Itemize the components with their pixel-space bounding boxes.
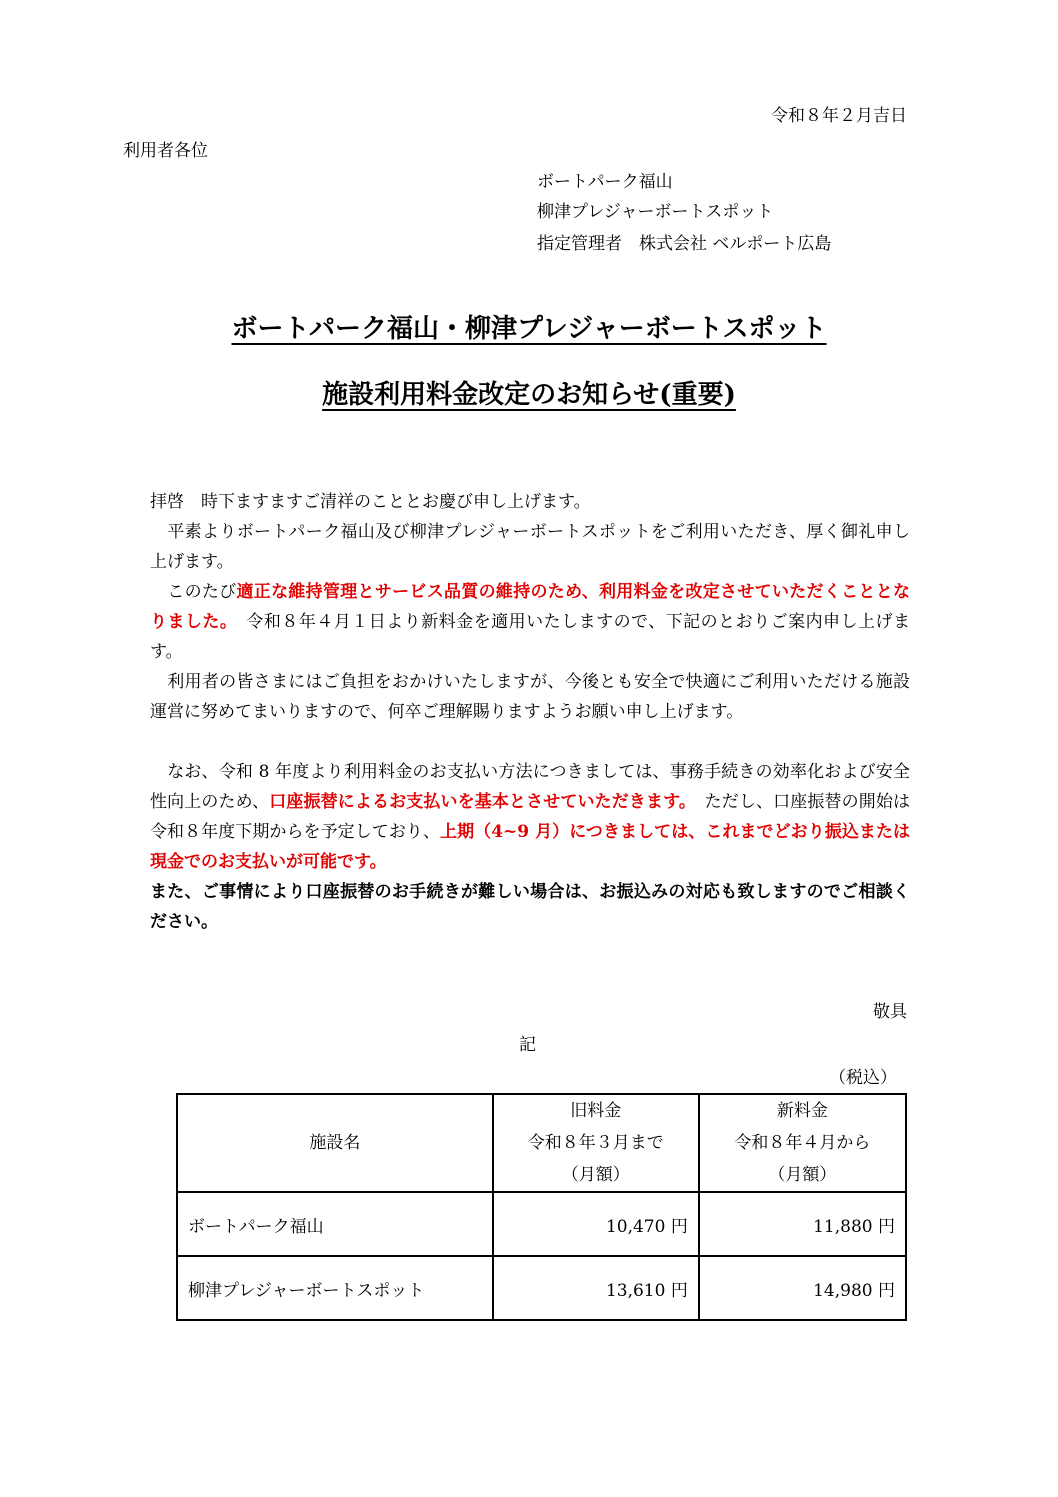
ki-heading: 記 (519, 1035, 536, 1055)
old-fee-value: 13,610 円 (493, 1256, 699, 1320)
old-fee-value: 10,470 円 (493, 1192, 699, 1256)
facility-name: 柳津プレジャーボートスポット (177, 1256, 493, 1320)
revision-reason-emphasis: 適正な維持管理とサービス品質の維持のため、利用料金を改定させていただくこととなりました。 (150, 582, 911, 632)
greeting-paragraph: 拝啓 時下ますますご清祥のこととお慶び申し上げます。 (150, 492, 591, 512)
payment-schedule: ただし、口座振替の開始は令和８年度下期からを予定しており、 (150, 792, 911, 842)
sender-manager: 指定管理者 株式会社 ベルポート広島 (537, 234, 832, 254)
facility-name: ボートパーク福山 (177, 1192, 493, 1256)
new-fee-unit: （月額） (768, 1165, 837, 1185)
table-row (177, 1192, 906, 1256)
payment-first-half-emphasis: 上期（4~9 月）につきましては、これまでどおり振込または現金でのお支払いが可能です。 (150, 822, 911, 872)
sender-facility-2: 柳津プレジャーボートスポット (537, 202, 774, 222)
document-title-line-1: ボートパーク福山・柳津プレジャーボートスポット (231, 314, 827, 344)
apology-text: 利用者の皆さまにはご負担をおかけいたしますが、今後とも安全で快適にご利用いただける施設運営に努めてまいりますので、何卒ご理解賜りますようお願い申し上げます。 (150, 672, 911, 722)
new-fee-value: 14,980 円 (699, 1256, 906, 1320)
issue-date: 令和８年２月吉日 (771, 106, 907, 126)
header-facility-label: 施設名 (309, 1133, 361, 1153)
tax-included-note: （税込） (829, 1068, 897, 1088)
table-row (177, 1256, 906, 1320)
document-title-line-2: 施設利用料金改定のお知らせ(重要) (322, 380, 736, 410)
new-fee-label: 新料金 (776, 1101, 828, 1121)
old-fee-period: 令和８年３月まで (527, 1133, 664, 1153)
consultation-note: また、ご事情により口座振替のお手続きが難しい場合は、お振込みの対応も致しますのでご相談ください。 (150, 882, 910, 932)
thanks-text: 平素よりボートパーク福山及び柳津プレジャーボートスポットをご利用いただき、厚く御礼申し上げます。 (150, 522, 910, 572)
sender-facility-1: ボートパーク福山 (537, 172, 673, 192)
header-new-fee (699, 1094, 906, 1192)
closing-keigu: 敬具 (873, 1002, 907, 1022)
fee-table (176, 1093, 907, 1321)
revision-effective-date: 令和８年４月１日より新料金を適用いたしますので、下記のとおりご案内申し上げます。 (150, 612, 910, 662)
header-facility-name (177, 1094, 493, 1192)
fee-table-header-row (177, 1094, 906, 1192)
old-fee-label: 旧料金 (570, 1101, 622, 1121)
revision-intro: このたび (167, 582, 237, 602)
new-fee-value: 11,880 円 (699, 1192, 906, 1256)
new-fee-period: 令和８年４月から (734, 1133, 871, 1153)
letter-body (150, 487, 910, 937)
payment-method-emphasis: 口座振替によるお支払いを基本とさせていただきます。 (269, 792, 688, 812)
payment-intro: なお、令和 8 年度より利用料金のお支払い方法につきましては、事務手続きの効率化および安全性向上のため、 (150, 762, 910, 812)
header-old-fee (493, 1094, 699, 1192)
apology-paragraph (150, 667, 910, 727)
thanks-paragraph (150, 517, 910, 577)
old-fee-unit: （月額） (561, 1165, 630, 1185)
revision-paragraph (150, 577, 910, 667)
addressee: 利用者各位 (123, 141, 208, 161)
payment-paragraph (150, 757, 910, 877)
